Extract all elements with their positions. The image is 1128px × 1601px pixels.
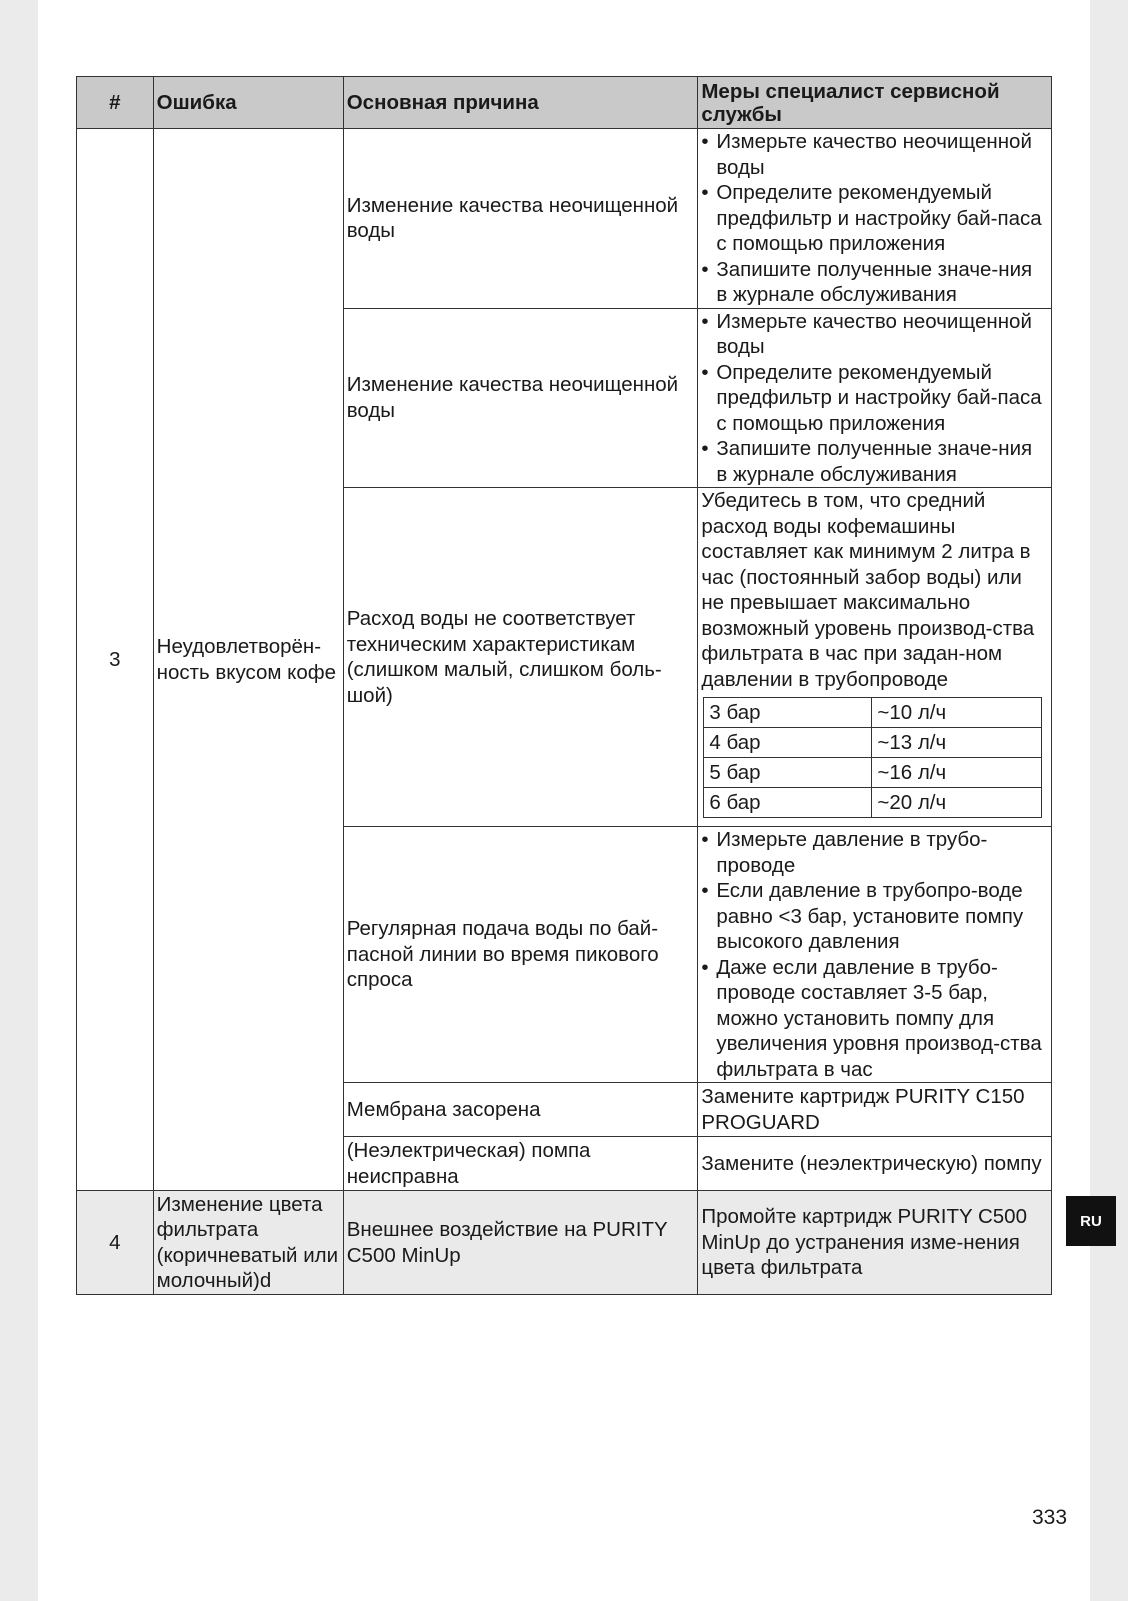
- table-row: [77, 1191, 1052, 1295]
- error-cell: Неудовлетворён-ность вкусом кофе: [153, 129, 343, 1191]
- cause-cell: Регулярная подача воды по бай-пасной линии во время пикового спроса: [343, 827, 698, 1083]
- cause-cell: (Неэлектрическая) помпа неисправна: [343, 1137, 698, 1191]
- measures-list: [701, 309, 1048, 488]
- row-number: 3: [77, 129, 154, 1191]
- flow-value: ~16 л/ч: [872, 758, 1042, 788]
- measures-cell: Замените картридж PURITY C150 PROGUARD: [698, 1083, 1052, 1137]
- cause-cell: Изменение качества неочищенной воды: [343, 129, 698, 309]
- pressure-row: [704, 728, 1042, 758]
- list-item: • Измерьте качество неочищенной воды: [701, 129, 1048, 180]
- list-item: • Запишите полученные значе-ния в журнале обслуживания: [701, 436, 1048, 487]
- list-item: • Если давление в трубопро-воде равно <3 бар, установите помпу высокого давления: [701, 878, 1048, 955]
- flow-value: ~13 л/ч: [872, 728, 1042, 758]
- list-item: • Измерьте давление в трубо-проводе: [701, 827, 1048, 878]
- error-cell: Изменение цвета фильтрата (коричневатый или молочный)d: [153, 1191, 343, 1295]
- pressure-value: 6 бар: [704, 788, 872, 818]
- pressure-value: 3 бар: [704, 698, 872, 728]
- measure-text: Убедитесь в том, что средний расход воды кофемашины составляет как минимум 2 литра в час (постоянный забор воды) или не превышает максимально возможный уровень производ-ства фильтрата в час при задан-ном давлении в трубопроводе: [701, 489, 1035, 691]
- pressure-table: [703, 697, 1042, 818]
- measures-cell: [698, 488, 1052, 827]
- language-tab: RU: [1066, 1196, 1116, 1246]
- measures-cell: [698, 308, 1052, 488]
- table-header-row: [77, 77, 1052, 129]
- row-number: 4: [77, 1191, 154, 1295]
- measures-cell: Замените (неэлектрическую) помпу: [698, 1137, 1052, 1191]
- list-item: • Определите рекомендуемый предфильтр и настройку бай-паса с помощью приложения: [701, 360, 1048, 437]
- page: [38, 0, 1090, 1601]
- measures-list: [701, 129, 1048, 308]
- list-item: • Даже если давление в трубо-проводе составляет 3-5 бар, можно установить помпу для увеличения уровня производ-ства фильтрата в час: [701, 955, 1048, 1083]
- flow-value: ~10 л/ч: [872, 698, 1042, 728]
- measures-list: [701, 827, 1048, 1082]
- pressure-value: 5 бар: [704, 758, 872, 788]
- cause-cell: Мембрана засорена: [343, 1083, 698, 1137]
- cause-cell: Внешнее воздействие на PURITY C500 MinUp: [343, 1191, 698, 1295]
- header-number: #: [77, 77, 154, 129]
- header-measures: Меры специалист сервисной службы: [698, 77, 1052, 129]
- pressure-row: [704, 698, 1042, 728]
- measures-cell: [698, 129, 1052, 309]
- table-row: [77, 129, 1052, 309]
- flow-value: ~20 л/ч: [872, 788, 1042, 818]
- pressure-row: [704, 758, 1042, 788]
- cause-cell: Расход воды не соответствует техническим характеристикам (слишком малый, слишком боль-шой): [343, 488, 698, 827]
- page-number: 333: [1032, 1506, 1068, 1529]
- troubleshooting-table: [76, 76, 1052, 1295]
- measures-cell: [698, 827, 1052, 1083]
- measures-cell: Промойте картридж PURITY C500 MinUp до устранения изме-нения цвета фильтрата: [698, 1191, 1052, 1295]
- list-item: • Определите рекомендуемый предфильтр и настройку бай-паса с помощью приложения: [701, 180, 1048, 257]
- pressure-value: 4 бар: [704, 728, 872, 758]
- header-error: Ошибка: [153, 77, 343, 129]
- cause-cell: Изменение качества неочищенной воды: [343, 308, 698, 488]
- pressure-row: [704, 788, 1042, 818]
- list-item: • Измерьте качество неочищенной воды: [701, 309, 1048, 360]
- list-item: • Запишите полученные значе-ния в журнале обслуживания: [701, 257, 1048, 308]
- header-cause: Основная причина: [343, 77, 698, 129]
